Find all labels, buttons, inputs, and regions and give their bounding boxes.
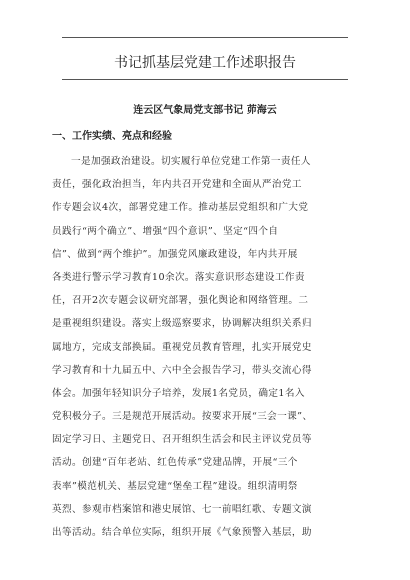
body-line: 党积极分子。三是规范开展活动。按要求开展“三会一课”、 bbox=[52, 411, 313, 423]
body-text bbox=[52, 150, 358, 544]
body-line: 作专题会议4次，部署党建工作。推动基层党组织和广大党 bbox=[52, 202, 309, 214]
body-line: 是重视组织建设。落实上级巡察要求，协调解决组织关系归 bbox=[52, 318, 312, 330]
body-line: 员践行“两个确立”、增强“四个意识”、坚定“四个自 bbox=[52, 225, 279, 237]
body-line: 任，召开2次专题会议研究部署，强化舆论和网络管理。二 bbox=[52, 295, 309, 307]
body-line: 责任，强化政治担当，年内共召开党建和全面从严治党工 bbox=[52, 179, 302, 191]
body-line: 信”、做到“两个维护”。加强党风廉政建设，年内共开展 bbox=[52, 248, 298, 260]
body-line: 一是加强政治建设。切实履行单位党建工作第一责任人 bbox=[71, 156, 311, 167]
title-underline bbox=[62, 79, 348, 80]
body-line: 出等活动。结合单位实际，组织开展《气象预警入基层，助 bbox=[52, 527, 312, 538]
body-line: 各类进行警示学习教育10余次。落实意识形态建设工作责 bbox=[52, 271, 305, 283]
author-byline: 连云区气象局党支部书记 茆海云 bbox=[133, 105, 277, 116]
body-line: 学习教育和十九届五中、六中全会报告学习，带头交流心得 bbox=[52, 364, 312, 376]
body-line: 固定学习日、主题党日、召开组织生活会和民主评议党员等 bbox=[52, 434, 312, 446]
body-line: 英烈、参观市档案馆和港史展馆、七一前唱红歌、专题文演 bbox=[52, 503, 312, 515]
top-rule bbox=[62, 37, 348, 38]
body-line: 属地方，完成支部换届。重视党员教育管理，扎实开展党史 bbox=[52, 341, 312, 353]
section-heading: 一、工作实绩、亮点和经验 bbox=[52, 131, 172, 142]
body-line: 活动。创建“百年老站、红色传承”党建品牌，开展“三个 bbox=[52, 457, 298, 469]
body-line: 体会。加强年轻知识分子培养，发展1名党员，确定1名入 bbox=[52, 387, 305, 399]
body-line: 表率”模范机关、基层党建“堡垒工程”建设。组织清明祭 bbox=[52, 480, 298, 492]
document-title: 书记抓基层党建工作述职报告 bbox=[114, 55, 296, 71]
